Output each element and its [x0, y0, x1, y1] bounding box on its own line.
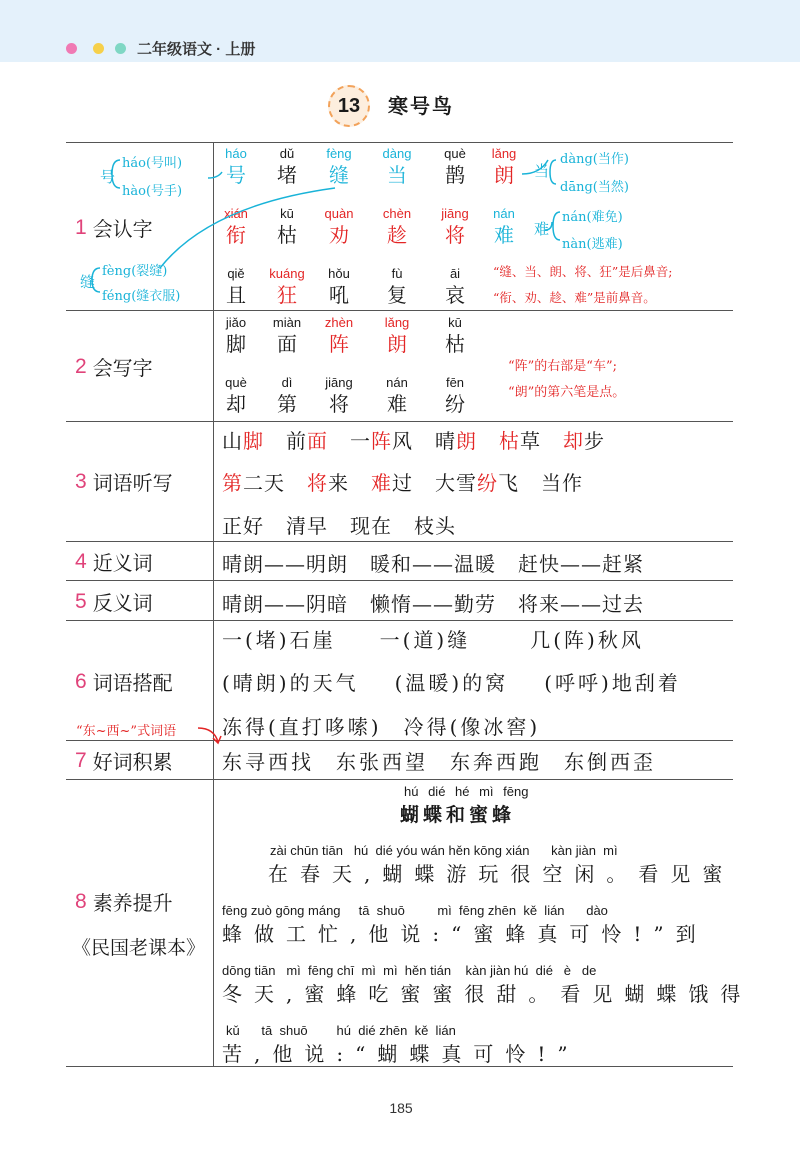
word-part: 步 [584, 429, 605, 453]
polyphone-reading: fèng(裂缝) [102, 264, 168, 279]
dictation-word [222, 429, 264, 453]
word-part: 风 [392, 429, 413, 453]
pinyin-char [257, 266, 317, 308]
page-number: 185 [389, 1100, 413, 1116]
poem-pinyin: zài chūn tiān hú dié yóu wán hěn kōng xián kàn jiàn mì [270, 843, 618, 858]
pinyin: zhèn [324, 315, 354, 330]
collocation: 冻得(直打哆嗦) [222, 715, 382, 739]
pinyin-char [257, 375, 317, 417]
character: 朗 [387, 332, 407, 356]
row-divider [66, 541, 733, 542]
pinyin: dǔ [279, 146, 295, 161]
character: 堵 [277, 163, 297, 187]
dictation-word [286, 514, 328, 538]
synonym-row [222, 548, 666, 577]
character: 纷 [445, 392, 465, 416]
collocation: 冷得(像冰窖) [403, 715, 541, 739]
pinyin-char [309, 375, 369, 417]
idiom: 东张西望 [336, 750, 428, 774]
word-part: 二天 [243, 471, 285, 495]
pinyin: jiāng [441, 206, 469, 221]
pinyin: lǎng [491, 146, 517, 161]
poem-line: 冬天,蜜蜂吃蜜蜜很甜。看见蝴蝶饿得 [222, 982, 753, 1006]
poem-title: 蝴蝶和蜜蜂 [400, 804, 516, 826]
row-divider [66, 779, 733, 780]
pinyin-char [474, 146, 534, 188]
pinyin: què [225, 375, 247, 390]
pinyin: kū [280, 206, 294, 221]
polyphone-reading: háo(号叫) [122, 156, 183, 171]
word-part: 阵 [371, 429, 392, 453]
character: 朗 [494, 163, 514, 187]
idiom: 东寻西找 [222, 750, 314, 774]
yellow-dot-icon [93, 43, 104, 54]
polyphone-reading: dāng(当然) [560, 180, 629, 195]
word-part: 纷 [477, 471, 498, 495]
word-part: 第 [222, 471, 243, 495]
word-part: 清早 [286, 514, 328, 538]
word-part: 草 [520, 429, 541, 453]
source-book: 《民国老课本》 [72, 937, 206, 959]
character: 鹊 [445, 163, 465, 187]
collocation: 一(道)缝 [379, 628, 471, 652]
idiom: 东奔西跑 [450, 750, 542, 774]
polyphone-char: 缝 [80, 273, 96, 291]
word-part: 飞 [498, 471, 519, 495]
stroke-note: “朗”的第六笔是点。 [508, 385, 626, 400]
word-part: 枝头 [414, 514, 456, 538]
character: 吼 [329, 283, 349, 307]
dictation-word [350, 429, 413, 453]
pinyin: hǒu [328, 266, 350, 281]
character: 狂 [277, 283, 297, 307]
poem-pinyin: fēng zuò gōng máng tā shuō mì fēng zhēn kě lián dào [222, 903, 608, 918]
collocation: (呼呼)地刮着 [544, 671, 681, 695]
word-part: 现在 [350, 514, 392, 538]
antonym-row [222, 588, 666, 617]
character: 哀 [445, 283, 465, 307]
dictation-word [307, 471, 349, 495]
pinyin: nán [493, 206, 515, 221]
pinyin: xián [224, 206, 248, 221]
pinyin-char [367, 315, 427, 357]
word-part: 却 [563, 429, 584, 453]
collocation-row [222, 624, 666, 653]
section-label: 4 近义词 [75, 549, 153, 575]
row-divider [66, 740, 733, 741]
section-label: 7 好词积累 [75, 748, 173, 774]
character: 难 [387, 392, 407, 416]
pinyin-char [474, 206, 534, 248]
character: 衔 [226, 223, 246, 247]
dictation-word [435, 471, 519, 495]
character: 当 [387, 163, 407, 187]
pinyin-char [367, 206, 427, 248]
pinyin-char [257, 315, 317, 357]
dictation-word [541, 471, 583, 495]
section-label: 5 反义词 [75, 589, 153, 615]
pinyin: nán [386, 375, 408, 390]
pinyin-char [309, 146, 369, 188]
row-divider [66, 310, 733, 311]
collocation-row [222, 711, 562, 740]
row-divider [66, 580, 733, 581]
pinyin-char [309, 206, 369, 248]
poem-title-pinyin: hú dié hé mì fēng [404, 784, 529, 799]
nasal-note: “衔、劝、趁、难”是前鼻音。 [493, 290, 656, 305]
pinyin: fēn [445, 375, 465, 390]
lesson-number-badge: 13 [328, 85, 370, 127]
pinyin: kuáng [269, 266, 305, 281]
synonym-pair: 晴朗——明朗 [222, 552, 348, 576]
pinyin: miàn [272, 315, 302, 330]
word-part: 枯 [499, 429, 520, 453]
stroke-note: “阵”的右部是“车”; [508, 359, 617, 374]
synonym-pair: 暖和——温暖 [370, 552, 496, 576]
pinyin-char [367, 375, 427, 417]
section-label: 2 会写字 [75, 354, 153, 380]
pinyin: háo [225, 146, 247, 161]
pinyin-char [425, 375, 485, 417]
pinyin-char [367, 146, 427, 188]
pinyin: què [444, 146, 466, 161]
polyphone-reading: hào(号手) [122, 184, 183, 199]
arrow-icon [196, 722, 226, 746]
pinyin: kū [448, 315, 462, 330]
character: 缝 [329, 163, 349, 187]
character: 号 [226, 163, 246, 187]
idiom-row [222, 746, 678, 775]
dictation-word [286, 429, 328, 453]
pink-dot-icon [66, 43, 77, 54]
pinyin-char [425, 266, 485, 308]
character: 劝 [329, 223, 349, 247]
dictation-word [371, 471, 413, 495]
pinyin: fù [391, 266, 403, 281]
pinyin: lǎng [384, 315, 410, 330]
collocation-row [222, 667, 703, 696]
pinyin: jiāng [325, 375, 353, 390]
section-label: 6 词语搭配 [75, 669, 173, 695]
dictation-word [499, 429, 541, 453]
page-header [0, 0, 800, 62]
collocation: (晴朗)的天气 [222, 671, 359, 695]
pinyin: chèn [382, 206, 412, 221]
row-divider [66, 620, 733, 621]
dictation-word [222, 514, 264, 538]
poem-pinyin: kǔ tā shuō hú dié zhēn kě lián [226, 1023, 456, 1038]
poem-line: 蜂做工忙,他说:“蜜蜂真可怜!”到 [222, 922, 708, 946]
section-label: 8 素养提升 [75, 889, 173, 915]
pinyin-char [309, 266, 369, 308]
pinyin: quàn [324, 206, 354, 221]
lesson-title: 寒号鸟 [388, 94, 454, 118]
pinyin: dàng [382, 146, 412, 161]
antonym-pair: 晴朗——阴暗 [222, 592, 348, 616]
polyphone-char: 号 [100, 168, 116, 186]
dictation-word [222, 471, 285, 495]
word-row [222, 510, 478, 539]
polyphone-char: 难 [534, 220, 550, 238]
nasal-note: “缝、当、朗、将、狂”是后鼻音; [493, 264, 673, 279]
collocation: 几(阵)秋风 [530, 628, 644, 652]
character: 脚 [226, 332, 246, 356]
word-part: 来 [328, 471, 349, 495]
dictation-word [414, 514, 456, 538]
word-row [222, 467, 605, 496]
word-part: 当作 [541, 471, 583, 495]
word-part: 前 [286, 429, 307, 453]
character: 枯 [445, 332, 465, 356]
character: 枯 [277, 223, 297, 247]
table-top-border [66, 142, 733, 143]
word-part: 一 [350, 429, 371, 453]
word-part: 大雪 [435, 471, 477, 495]
pinyin-char [309, 315, 369, 357]
section-label: 1 会认字 [75, 215, 153, 241]
character: 却 [226, 392, 246, 416]
pinyin-char [367, 266, 427, 308]
character: 第 [277, 392, 297, 416]
word-type-note: “东~西~”式词语 [76, 724, 177, 739]
antonym-pair: 懒惰——勤劳 [370, 592, 496, 616]
word-part: 晴 [435, 429, 456, 453]
character: 面 [277, 332, 297, 356]
word-part: 难 [371, 471, 392, 495]
pinyin-char [257, 206, 317, 248]
dictation-word [435, 429, 477, 453]
character: 将 [445, 223, 465, 247]
polyphone-reading: dàng(当作) [560, 152, 629, 167]
character: 将 [329, 392, 349, 416]
collocation: (温暖)的窝 [394, 671, 509, 695]
idiom: 东倒西歪 [564, 750, 656, 774]
poem-line: 在春天,蝴蝶游玩很空闲。看见蜜 [268, 862, 735, 886]
pinyin: dì [281, 375, 293, 390]
pinyin-char [425, 315, 485, 357]
poem-pinyin: dōng tiān mì fēng chī mì mì hěn tián kàn jiàn hú dié è de [222, 963, 597, 978]
book-title: 二年级语文 · 上册 [137, 41, 256, 58]
pinyin: āi [449, 266, 461, 281]
word-part: 将 [307, 471, 328, 495]
dictation-word [350, 514, 392, 538]
synonym-pair: 赶快——赶紧 [518, 552, 644, 576]
character: 复 [387, 283, 407, 307]
pinyin: qiě [227, 266, 245, 281]
pinyin: jiǎo [225, 315, 247, 330]
pinyin: fèng [326, 146, 352, 161]
antonym-pair: 将来——过去 [518, 592, 644, 616]
character: 阵 [329, 332, 349, 356]
character: 趁 [387, 223, 407, 247]
pinyin-char [257, 146, 317, 188]
word-part: 面 [307, 429, 328, 453]
character: 难 [494, 223, 514, 247]
word-part: 正好 [222, 514, 264, 538]
polyphone-reading: nàn(逃难) [562, 237, 623, 252]
character: 且 [226, 283, 246, 307]
word-part: 脚 [243, 429, 264, 453]
section-label: 3 词语听写 [75, 469, 173, 495]
dictation-word [563, 429, 605, 453]
word-part: 朗 [456, 429, 477, 453]
polyphone-char: 当 [534, 162, 550, 180]
poem-line: 苦,他说:“蝴蝶真可怜!” [222, 1042, 580, 1066]
polyphone-reading: nán(难免) [562, 210, 623, 225]
row-divider [66, 421, 733, 422]
word-part: 过 [392, 471, 413, 495]
polyphone-reading: féng(缝衣服) [102, 289, 181, 304]
green-dot-icon [115, 43, 126, 54]
word-part: 山 [222, 429, 243, 453]
word-row [222, 425, 627, 454]
collocation: 一(堵)石崖 [222, 628, 336, 652]
